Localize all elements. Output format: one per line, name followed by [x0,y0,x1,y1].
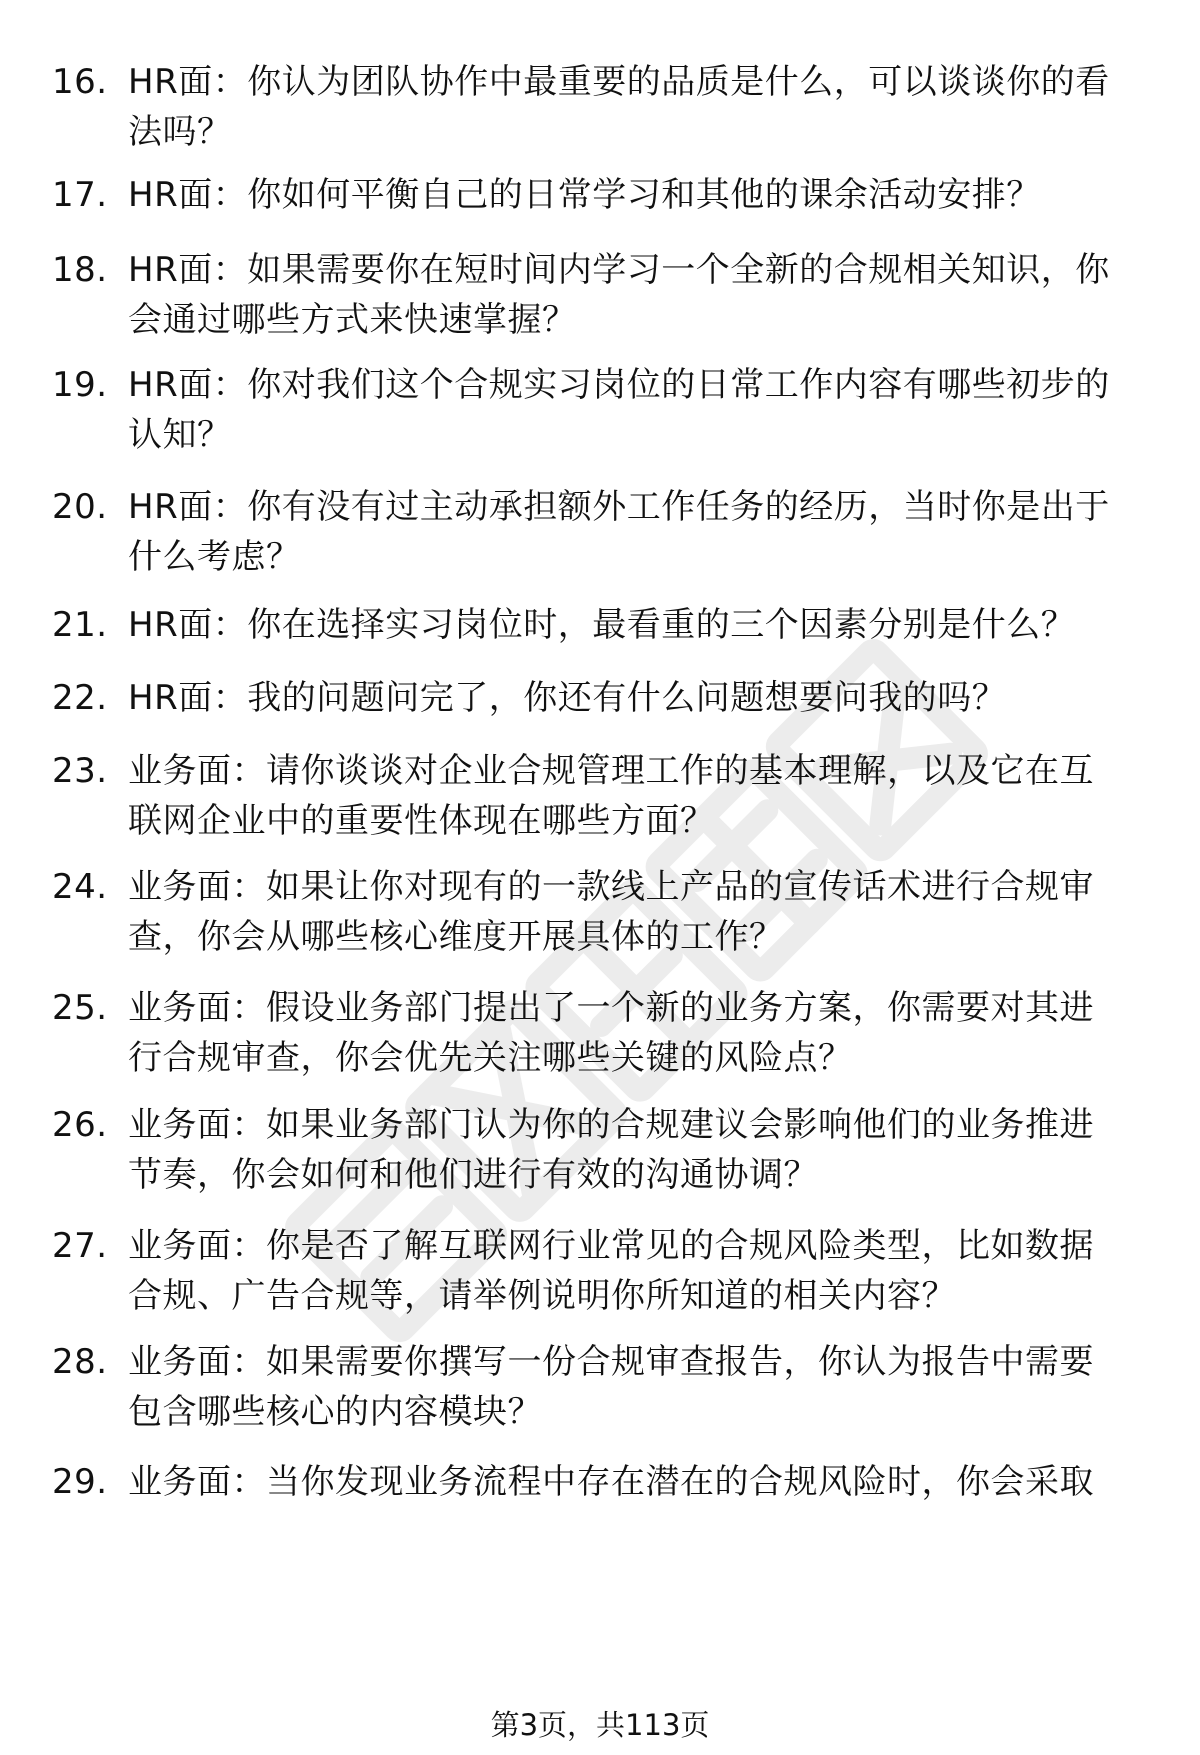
list-item [52,245,1162,345]
list-item [52,1100,1162,1200]
list-item [52,360,1162,460]
list-item [52,482,1162,582]
item-number: 25. [52,988,108,1028]
list-item [52,1221,1162,1321]
item-number: 28. [52,1342,108,1382]
list-item [52,862,1162,962]
list-item [52,1457,1162,1507]
item-number: 20. [52,487,108,527]
list-item [52,600,1162,650]
item-text: HR面：你认为团队协作中最重要的品质是什么，可以谈谈你的看 法吗？ [128,62,1110,152]
item-number: 22. [52,678,108,718]
item-number: 29. [52,1462,108,1502]
item-text: 业务面：如果业务部门认为你的合规建议会影响他们的业务推进 节奏，你会如何和他们进行有效的沟通协调？ [128,1105,1094,1195]
list-item [52,983,1162,1083]
item-number: 23. [52,751,108,791]
item-number: 18. [52,250,108,290]
item-text: HR面：我的问题问完了，你还有什么问题想要问我的吗？ [128,678,1007,718]
item-number: 17. [52,175,108,215]
page-number: 第3页，共113页 [490,1708,710,1742]
item-text: HR面：你对我们这个合规实习岗位的日常工作内容有哪些初步的 认知？ [128,365,1110,455]
item-number: 27. [52,1226,108,1266]
item-text: HR面：如果需要你在短时间内学习一个全新的合规相关知识，你 会通过哪些方式来快速掌握？ [128,250,1110,340]
item-text: 业务面：假设业务部门提出了一个新的业务方案，你需要对其进 行合规审查，你会优先关注哪些关键的风险点？ [128,988,1094,1078]
item-number: 19. [52,365,108,405]
item-text: 业务面：请你谈谈对企业合规管理工作的基本理解，以及它在互 联网企业中的重要性体现在哪些方面？ [128,751,1094,841]
item-text: HR面：你有没有过主动承担额外工作任务的经历，当时你是出于 什么考虑？ [128,487,1110,577]
list-item [52,746,1162,846]
item-number: 16. [52,62,108,102]
item-text: HR面：你在选择实习岗位时，最看重的三个因素分别是什么？ [128,605,1076,645]
item-text: HR面：你如何平衡自己的日常学习和其他的课余活动安排？ [128,175,1041,215]
item-number: 24. [52,867,108,907]
item-text: 业务面：如果让你对现有的一款线上产品的宣传话术进行合规审 查，你会从哪些核心维度开展具体的工作？ [128,867,1094,957]
item-text: 业务面：你是否了解互联网行业常见的合规风险类型，比如数据 合规、广告合规等，请举例说明你所知道的相关内容？ [128,1226,1094,1316]
item-number: 26. [52,1105,108,1145]
list-item [52,673,1162,723]
item-text: 业务面：如果需要你撰写一份合规审查报告，你认为报告中需要 包含哪些核心的内容模块？ [128,1342,1094,1432]
list-item [52,57,1162,157]
item-text: 业务面：当你发现业务流程中存在潜在的合规风险时，你会采取 [128,1462,1094,1502]
item-number: 21. [52,605,108,645]
list-item [52,1337,1162,1437]
list-item [52,170,1162,220]
